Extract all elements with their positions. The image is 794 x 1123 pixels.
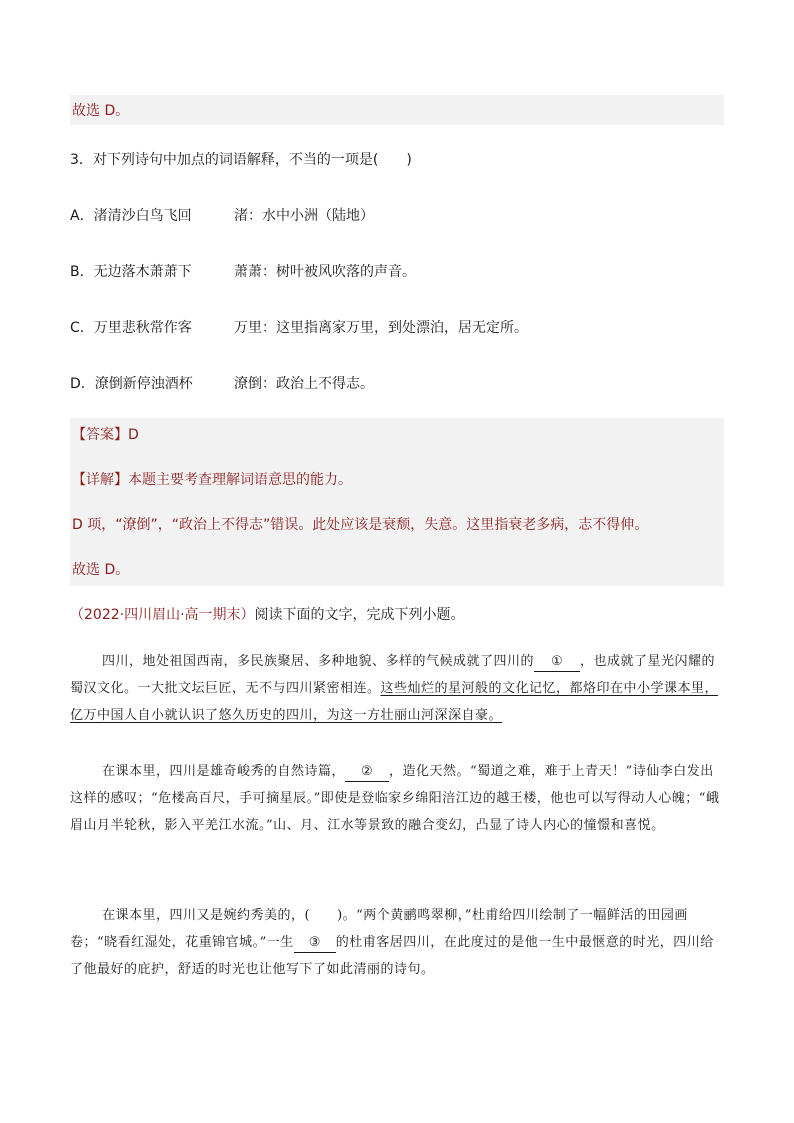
- p1-text-a: 四川，地处祖国西南，多民族聚居、多种地貌、多样的气候成就了四川的: [102, 654, 535, 669]
- option-c-explain: 万里：这里指离家万里，到处漂泊，居无定所。: [234, 320, 528, 336]
- option-b-label: B．无边落木萧萧下: [70, 264, 192, 280]
- option-d: [70, 374, 374, 394]
- reading-source-text: 阅读下面的文字，完成下列小题。: [254, 607, 465, 623]
- blank-2: ②: [345, 763, 389, 782]
- reading-paragraph-2: [70, 758, 726, 839]
- detail-line: [70, 462, 724, 508]
- question-3-stem: 3．对下列诗句中加点的词语解释，不当的一项是( ): [70, 152, 412, 168]
- analysis-line: D 项，“潦倒”，“政治上不得志”错误。此处应该是衰颓，失意。这里指衰老多病，志不得伸。: [70, 508, 724, 554]
- option-c-label: C．万里悲秋常作客: [70, 320, 192, 336]
- p2-text-b: ，造化天然。“蜀道之难，难于上青天！”诗仙李白发出这样的感叹；“危楼高百尺，手可摘星辰。”即使是登临家乡绵阳涪江边的越王楼，他也可以写得动人心魄；“峨眉山月半轮秋，影入平羌江水流。”山、月、江水等景致的融合变幻，凸显了诗人内心的憧憬和喜悦。: [70, 764, 720, 833]
- p3-text-b: 的杜甫客居四川，在此度过的是他一生中最惬意的时光，四川给了他最好的庇护，舒适的时光也让他写下了如此清丽的诗句。: [70, 935, 714, 977]
- reading-paragraph-1: [70, 648, 726, 729]
- answer-line: [70, 418, 724, 462]
- reading-paragraph-3: [70, 902, 726, 983]
- p1-underlined-sentence: 这些灿烂的星河般的文化记忆，都烙印在中小学课本里，亿万中国人自小就认识了悠久历史的四川，为这一方壮丽山河深深自豪。: [70, 681, 719, 723]
- option-c: [70, 318, 528, 338]
- option-a-explain: 渚：水中小洲（陆地）: [234, 208, 374, 224]
- top-conclusion: 故选 D。: [70, 95, 724, 125]
- reading-source-paren: （2022·四川眉山·高一期末）: [70, 607, 255, 623]
- option-d-label: D．潦倒新停浊酒杯: [70, 376, 193, 392]
- answer-value: D: [128, 427, 139, 443]
- detail-tag: 【详解】: [72, 472, 128, 488]
- option-b: [70, 262, 416, 282]
- detail-text: 本题主要考查理解词语意思的能力。: [128, 472, 352, 488]
- top-answer-block: [70, 95, 724, 125]
- reading-source: [70, 605, 465, 625]
- blank-3: ③: [294, 934, 336, 953]
- option-b-explain: 萧萧：树叶被风吹落的声音。: [234, 264, 416, 280]
- blank-1: ①: [534, 653, 580, 672]
- option-a-label: A．渚清沙白鸟飞回: [70, 208, 192, 224]
- p2-text-a: 在课本里，四川是雄奇峻秀的自然诗篇，: [102, 764, 346, 779]
- option-a: [70, 206, 374, 226]
- answer-block: [70, 418, 724, 586]
- option-d-explain: 潦倒：政治上不得志。: [234, 376, 374, 392]
- p1-text-b: ，也成就了星光闪耀的蜀汉文化。一大批文坛巨匠，无不与四川紧密相连。: [70, 654, 716, 696]
- conclusion-line: 故选 D。: [70, 554, 724, 586]
- answer-tag: 【答案】: [72, 427, 128, 443]
- p3-text-a: 在课本里，四川又是婉约秀美的，( )。“两个黄鹂鸣翠柳，”杜甫给四川绘制了一幅鲜活的田园画卷；“晓看红湿处，花重锦官城。”一生: [70, 908, 688, 950]
